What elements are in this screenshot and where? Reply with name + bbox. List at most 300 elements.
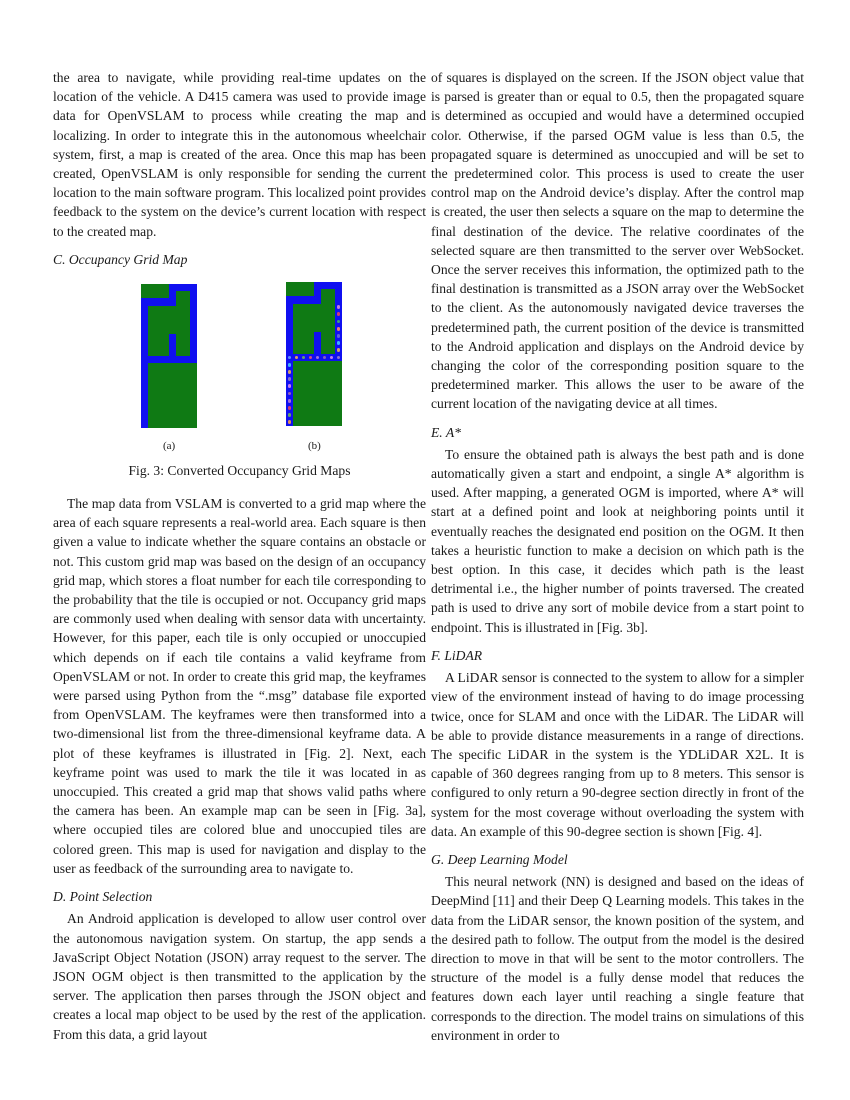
subfigure-b-label: (b) <box>308 440 321 453</box>
unoccupied-tile <box>300 390 307 397</box>
unoccupied-tile <box>176 327 183 334</box>
unoccupied-tile <box>183 385 190 392</box>
section-d-heading: D. Point Selection <box>53 889 153 905</box>
unoccupied-tile <box>307 375 314 382</box>
occupied-tile <box>300 296 307 303</box>
occupied-tile <box>335 311 342 318</box>
occupied-tile <box>141 327 148 334</box>
unoccupied-tile <box>148 320 155 327</box>
section-g-paragraph: This neural network (NN) is designed and based on the ideas of DeepMind [11] and their Deep Q Learning models. This takes in the data from the LiDAR sensor, the known position of the system, and the desired path to follow. The output from the model is the desired direction to move in that will be sent to the motor controllers. The structure of the model is a fully dense model that reduces the features down each layer until reaching a single feature that corresponds to the direction. The model trains on simulations of this environment in order to <box>431 874 804 1043</box>
occupied-tile <box>307 296 314 303</box>
unoccupied-tile <box>155 327 162 334</box>
unoccupied-tile <box>321 419 328 426</box>
occupied-tile <box>141 306 148 313</box>
unoccupied-tile <box>183 291 190 298</box>
occupied-tile <box>314 332 321 339</box>
unoccupied-tile <box>321 325 328 332</box>
occupied-tile <box>183 284 190 291</box>
path-marker-dot <box>330 356 334 360</box>
unoccupied-tile <box>307 325 314 332</box>
unoccupied-tile <box>148 377 155 384</box>
occupied-tile <box>176 284 183 291</box>
unoccupied-tile <box>183 334 190 341</box>
unoccupied-tile <box>162 313 169 320</box>
occupied-tile <box>141 349 148 356</box>
occupied-tile <box>190 284 197 291</box>
unoccupied-tile <box>169 385 176 392</box>
occupied-tile <box>328 282 335 289</box>
unoccupied-tile <box>293 282 300 289</box>
unoccupied-tile <box>328 340 335 347</box>
occupied-tile <box>169 298 176 305</box>
unoccupied-tile <box>176 413 183 420</box>
unoccupied-tile <box>176 421 183 428</box>
occupied-tile <box>314 347 321 354</box>
unoccupied-tile <box>300 397 307 404</box>
unoccupied-tile <box>328 296 335 303</box>
occupied-tile <box>335 340 342 347</box>
section-g-heading: G. Deep Learning Model <box>431 851 568 867</box>
unoccupied-tile <box>300 411 307 418</box>
occupied-tile <box>183 356 190 363</box>
unoccupied-tile <box>328 397 335 404</box>
occupied-tile <box>155 356 162 363</box>
unoccupied-tile <box>335 404 342 411</box>
unoccupied-tile <box>155 313 162 320</box>
unoccupied-tile <box>176 298 183 305</box>
occupied-tile <box>141 377 148 384</box>
occupied-tile <box>335 304 342 311</box>
path-marker-dot <box>288 356 292 360</box>
occupied-tile <box>190 291 197 298</box>
unoccupied-tile <box>183 306 190 313</box>
unoccupied-tile <box>307 318 314 325</box>
occupied-tile <box>293 354 300 361</box>
unoccupied-tile <box>162 363 169 370</box>
unoccupied-tile <box>321 375 328 382</box>
occupied-tile <box>307 354 314 361</box>
unoccupied-tile <box>314 325 321 332</box>
unoccupied-tile <box>162 291 169 298</box>
unoccupied-tile <box>293 419 300 426</box>
unoccupied-tile <box>183 320 190 327</box>
unoccupied-tile <box>190 363 197 370</box>
unoccupied-tile <box>190 385 197 392</box>
occupied-tile <box>335 354 342 361</box>
path-marker-dot <box>337 334 341 338</box>
occupied-tile <box>141 313 148 320</box>
unoccupied-tile <box>162 385 169 392</box>
occupied-tile <box>190 356 197 363</box>
unoccupied-tile <box>307 289 314 296</box>
unoccupied-tile <box>293 304 300 311</box>
unoccupied-tile <box>335 383 342 390</box>
unoccupied-tile <box>148 392 155 399</box>
occupied-tile <box>286 404 293 411</box>
unoccupied-tile <box>328 332 335 339</box>
unoccupied-tile <box>321 361 328 368</box>
occupied-tile <box>286 304 293 311</box>
occupied-tile <box>286 397 293 404</box>
figure-3 <box>53 277 426 487</box>
unoccupied-tile <box>293 289 300 296</box>
unoccupied-tile <box>148 370 155 377</box>
occupied-tile <box>148 356 155 363</box>
unoccupied-tile <box>314 390 321 397</box>
unoccupied-tile <box>314 404 321 411</box>
unoccupied-tile <box>314 397 321 404</box>
unoccupied-tile <box>176 392 183 399</box>
unoccupied-tile <box>176 406 183 413</box>
occupied-tile <box>190 320 197 327</box>
occupied-tile <box>141 298 148 305</box>
unoccupied-tile <box>314 304 321 311</box>
unoccupied-tile <box>328 311 335 318</box>
unoccupied-tile <box>176 399 183 406</box>
occupied-tile <box>148 298 155 305</box>
occupied-tile <box>169 291 176 298</box>
left-column <box>53 68 426 1044</box>
occupied-tile <box>141 392 148 399</box>
unoccupied-tile <box>293 340 300 347</box>
unoccupied-tile <box>141 291 148 298</box>
unoccupied-tile <box>155 377 162 384</box>
path-marker-dot <box>295 356 299 360</box>
path-marker-dot <box>288 370 292 374</box>
occupied-tile <box>314 282 321 289</box>
unoccupied-tile <box>307 332 314 339</box>
unoccupied-tile <box>176 370 183 377</box>
unoccupied-tile <box>155 406 162 413</box>
unoccupied-tile <box>307 419 314 426</box>
unoccupied-tile <box>169 363 176 370</box>
unoccupied-tile <box>183 363 190 370</box>
unoccupied-tile <box>183 327 190 334</box>
unoccupied-tile <box>169 377 176 384</box>
occupied-tile <box>286 340 293 347</box>
unoccupied-tile <box>314 318 321 325</box>
unoccupied-tile <box>321 340 328 347</box>
occupied-tile <box>286 318 293 325</box>
unoccupied-tile <box>307 397 314 404</box>
unoccupied-tile <box>155 363 162 370</box>
occupied-tile <box>328 354 335 361</box>
occupied-tile <box>141 399 148 406</box>
occupied-tile <box>141 406 148 413</box>
unoccupied-tile <box>148 284 155 291</box>
path-marker-dot <box>337 327 341 331</box>
unoccupied-tile <box>335 397 342 404</box>
occupied-tile <box>314 354 321 361</box>
path-marker-dot <box>337 341 341 345</box>
unoccupied-tile <box>321 347 328 354</box>
unoccupied-tile <box>155 291 162 298</box>
path-marker-dot <box>309 356 313 360</box>
occupied-tile <box>141 334 148 341</box>
unoccupied-tile <box>300 404 307 411</box>
unoccupied-tile <box>176 334 183 341</box>
unoccupied-tile <box>169 421 176 428</box>
unoccupied-tile <box>286 282 293 289</box>
unoccupied-tile <box>183 349 190 356</box>
occupied-tile <box>141 356 148 363</box>
section-f-heading: F. LiDAR <box>431 647 483 663</box>
unoccupied-tile <box>183 377 190 384</box>
unoccupied-tile <box>162 334 169 341</box>
unoccupied-tile <box>307 282 314 289</box>
unoccupied-tile <box>176 342 183 349</box>
unoccupied-tile <box>335 375 342 382</box>
unoccupied-tile <box>162 399 169 406</box>
unoccupied-tile <box>169 370 176 377</box>
section-e-heading: E. A* <box>431 424 461 440</box>
unoccupied-tile <box>155 334 162 341</box>
unoccupied-tile <box>328 383 335 390</box>
unoccupied-tile <box>148 399 155 406</box>
unoccupied-tile <box>293 390 300 397</box>
section-c-heading: C. Occupancy Grid Map <box>53 251 188 267</box>
path-marker-dot <box>337 320 341 324</box>
unoccupied-tile <box>328 318 335 325</box>
unoccupied-tile <box>307 390 314 397</box>
unoccupied-tile <box>300 375 307 382</box>
unoccupied-tile <box>190 406 197 413</box>
occupied-tile <box>190 306 197 313</box>
occupied-tile <box>314 296 321 303</box>
unoccupied-tile <box>300 383 307 390</box>
path-marker-dot <box>288 384 292 388</box>
path-marker-dot <box>302 356 306 360</box>
unoccupied-tile <box>183 298 190 305</box>
occupied-tile <box>141 342 148 349</box>
occupied-tile <box>293 296 300 303</box>
unoccupied-tile <box>183 421 190 428</box>
unoccupied-tile <box>328 411 335 418</box>
subfigure-a-label: (a) <box>163 440 176 453</box>
unoccupied-tile <box>148 334 155 341</box>
unoccupied-tile <box>321 397 328 404</box>
unoccupied-tile <box>190 377 197 384</box>
occupied-tile <box>190 334 197 341</box>
occupied-tile <box>286 361 293 368</box>
unoccupied-tile <box>169 399 176 406</box>
unoccupied-tile <box>335 390 342 397</box>
unoccupied-tile <box>314 361 321 368</box>
occupied-tile <box>190 342 197 349</box>
unoccupied-tile <box>293 311 300 318</box>
unoccupied-tile <box>169 313 176 320</box>
occupied-tile <box>169 284 176 291</box>
unoccupied-tile <box>162 327 169 334</box>
unoccupied-tile <box>286 289 293 296</box>
unoccupied-tile <box>148 363 155 370</box>
unoccupied-tile <box>300 325 307 332</box>
unoccupied-tile <box>169 406 176 413</box>
unoccupied-tile <box>190 392 197 399</box>
right-column <box>431 68 804 1045</box>
unoccupied-tile <box>183 313 190 320</box>
unoccupied-tile <box>148 385 155 392</box>
unoccupied-tile <box>148 421 155 428</box>
occupied-tile <box>286 332 293 339</box>
intro-paragraph: the area to navigate, while providing real-time updates on the location of the vehicle. A D415 camera was used to provide image data for OpenVSLAM to process while creating the map and localizing. In order to integrate this in the autonomous wheelchair system, first, a map is created of the area. Once this map has been created, OpenVSLAM is only responsible for sending the current location to the main software program. This localized point provides feedback to the system on the device’s current location with respect to the created map. <box>53 70 426 239</box>
unoccupied-tile <box>155 349 162 356</box>
unoccupied-tile <box>307 383 314 390</box>
unoccupied-tile <box>155 421 162 428</box>
unoccupied-tile <box>293 347 300 354</box>
unoccupied-tile <box>176 377 183 384</box>
path-marker-dot <box>323 356 327 360</box>
unoccupied-tile <box>169 413 176 420</box>
occupied-tile <box>141 370 148 377</box>
unoccupied-tile <box>307 368 314 375</box>
occupied-tile <box>141 421 148 428</box>
unoccupied-tile <box>328 347 335 354</box>
occupied-tile <box>335 296 342 303</box>
occupied-tile <box>335 282 342 289</box>
unoccupied-tile <box>293 318 300 325</box>
unoccupied-tile <box>314 419 321 426</box>
unoccupied-tile <box>162 349 169 356</box>
occupied-tile <box>286 411 293 418</box>
occupied-tile <box>155 298 162 305</box>
unoccupied-tile <box>328 368 335 375</box>
unoccupied-tile <box>148 313 155 320</box>
path-marker-dot <box>288 413 292 417</box>
unoccupied-tile <box>148 406 155 413</box>
occupied-tile <box>190 349 197 356</box>
unoccupied-tile <box>307 304 314 311</box>
unoccupied-tile <box>321 368 328 375</box>
unoccupied-tile <box>300 318 307 325</box>
unoccupied-tile <box>190 370 197 377</box>
occupied-tile <box>314 340 321 347</box>
unoccupied-tile <box>300 304 307 311</box>
unoccupied-tile <box>335 361 342 368</box>
unoccupied-tile <box>321 332 328 339</box>
occupied-tile <box>286 325 293 332</box>
unoccupied-tile <box>190 413 197 420</box>
occupied-tile <box>169 342 176 349</box>
path-marker-dot <box>288 363 292 367</box>
unoccupied-tile <box>176 385 183 392</box>
unoccupied-tile <box>321 404 328 411</box>
occupied-tile <box>314 289 321 296</box>
occupancy-grid-map-b-with-path <box>286 282 342 426</box>
unoccupied-tile <box>155 320 162 327</box>
occupied-tile <box>141 385 148 392</box>
unoccupied-tile <box>300 340 307 347</box>
unoccupied-tile <box>314 311 321 318</box>
section-d-paragraph: An Android application is developed to allow user control over the autonomous navigation system. On startup, the app sends a JavaScript Object Notation (JSON) array request to the server. The JSON OGM object is then transmitted to the application by the server. The application then parses through the JSON object and creates a local map object to be used by the rest of the application. From this data, a grid layout <box>53 911 426 1042</box>
occupied-tile <box>141 363 148 370</box>
unoccupied-tile <box>162 306 169 313</box>
unoccupied-tile <box>293 368 300 375</box>
unoccupied-tile <box>169 306 176 313</box>
occupied-tile <box>141 320 148 327</box>
unoccupied-tile <box>314 375 321 382</box>
unoccupied-tile <box>162 406 169 413</box>
occupied-tile <box>335 318 342 325</box>
occupied-tile <box>300 354 307 361</box>
occupied-tile <box>190 313 197 320</box>
unoccupied-tile <box>162 342 169 349</box>
unoccupied-tile <box>307 340 314 347</box>
unoccupied-tile <box>148 291 155 298</box>
unoccupied-tile <box>162 320 169 327</box>
unoccupied-tile <box>335 419 342 426</box>
section-c-paragraph: The map data from VSLAM is converted to a grid map where the area of each square represents a real-world area. Each square is then given a value to indicate whether the square contains an obstacle or not. This custom grid map was based on the design of an occupancy grid map, which stores a float number for each tile corresponding to the probability that the tile is occupied or not. Occupancy grid maps are commonly used when dealing with sensor data with uncertainty. However, for this paper, each tile is only occupied or unoccupied which depends on if each tile contains a valid keyframe from OpenVSLAM or not. In order to create this grid map, the keyframes were parsed using Python from the “.msg” database file exported from OpenVSLAM. The keyframes were then transformed into a two-dimensional list from the three-dimensional keyframe data. A plot of these keyframes is illustrated in [Fig. 2]. Next, each keyframe point was used to mark the tile it was located in as unoccupied. This created a grid map that shows valid paths where the camera has been. An example map can be seen in [Fig. 3a], where occupied tiles are colored blue and unoccupied tiles are colored green. This map is used for navigation and display to the user as feedback of the surrounding area to navigate to. <box>53 496 426 876</box>
unoccupied-tile <box>307 311 314 318</box>
unoccupied-tile <box>328 375 335 382</box>
unoccupied-tile <box>335 368 342 375</box>
occupied-tile <box>286 390 293 397</box>
unoccupied-tile <box>321 383 328 390</box>
path-marker-dot <box>288 420 292 424</box>
unoccupied-tile <box>176 363 183 370</box>
unoccupied-tile <box>148 413 155 420</box>
unoccupied-tile <box>314 368 321 375</box>
unoccupied-tile <box>300 289 307 296</box>
unoccupied-tile <box>321 318 328 325</box>
occupied-tile <box>286 354 293 361</box>
path-marker-dot <box>337 312 341 316</box>
unoccupied-tile <box>155 385 162 392</box>
unoccupied-tile <box>183 370 190 377</box>
occupied-tile <box>286 368 293 375</box>
section-e-paragraph: To ensure the obtained path is always the best path and is done automatically given a start and endpoint, a single A* algorithm is used. After mapping, a generated OGM is imported, where A* will start at a defined point and look at neighboring points until it eventually reaches the designated end position on the OGM. It then takes a heuristic function to make a decision on which path is the best option. In this case, it decides which path is the least detrimental i.e., the higher number of points traversed. The created path is used to drive any sort of mobile device from a start point to endpoint. This is illustrated in [Fig. 3b]. <box>431 446 804 635</box>
path-marker-dot <box>288 406 292 410</box>
unoccupied-tile <box>314 383 321 390</box>
unoccupied-tile <box>155 306 162 313</box>
path-marker-dot <box>316 356 320 360</box>
unoccupied-tile <box>176 313 183 320</box>
unoccupied-tile <box>328 304 335 311</box>
unoccupied-tile <box>293 375 300 382</box>
unoccupied-tile <box>307 404 314 411</box>
occupied-tile <box>162 298 169 305</box>
path-marker-dot <box>337 348 341 352</box>
unoccupied-tile <box>307 361 314 368</box>
unoccupied-tile <box>183 392 190 399</box>
occupied-tile <box>335 289 342 296</box>
unoccupied-tile <box>293 383 300 390</box>
unoccupied-tile <box>307 411 314 418</box>
path-marker-dot <box>288 377 292 381</box>
unoccupied-tile <box>176 349 183 356</box>
unoccupied-tile <box>293 325 300 332</box>
occupied-tile <box>190 327 197 334</box>
unoccupied-tile <box>321 390 328 397</box>
occupied-tile <box>169 356 176 363</box>
occupied-tile <box>169 334 176 341</box>
occupied-tile <box>335 332 342 339</box>
unoccupied-tile <box>183 399 190 406</box>
unoccupied-tile <box>169 392 176 399</box>
occupied-tile <box>321 282 328 289</box>
unoccupied-tile <box>300 332 307 339</box>
unoccupied-tile <box>321 311 328 318</box>
unoccupied-tile <box>183 406 190 413</box>
occupied-tile <box>286 383 293 390</box>
unoccupied-tile <box>162 413 169 420</box>
unoccupied-tile <box>300 419 307 426</box>
unoccupied-tile <box>169 320 176 327</box>
path-marker-dot <box>337 305 341 309</box>
unoccupied-tile <box>293 332 300 339</box>
unoccupied-tile <box>162 392 169 399</box>
occupied-tile <box>162 356 169 363</box>
